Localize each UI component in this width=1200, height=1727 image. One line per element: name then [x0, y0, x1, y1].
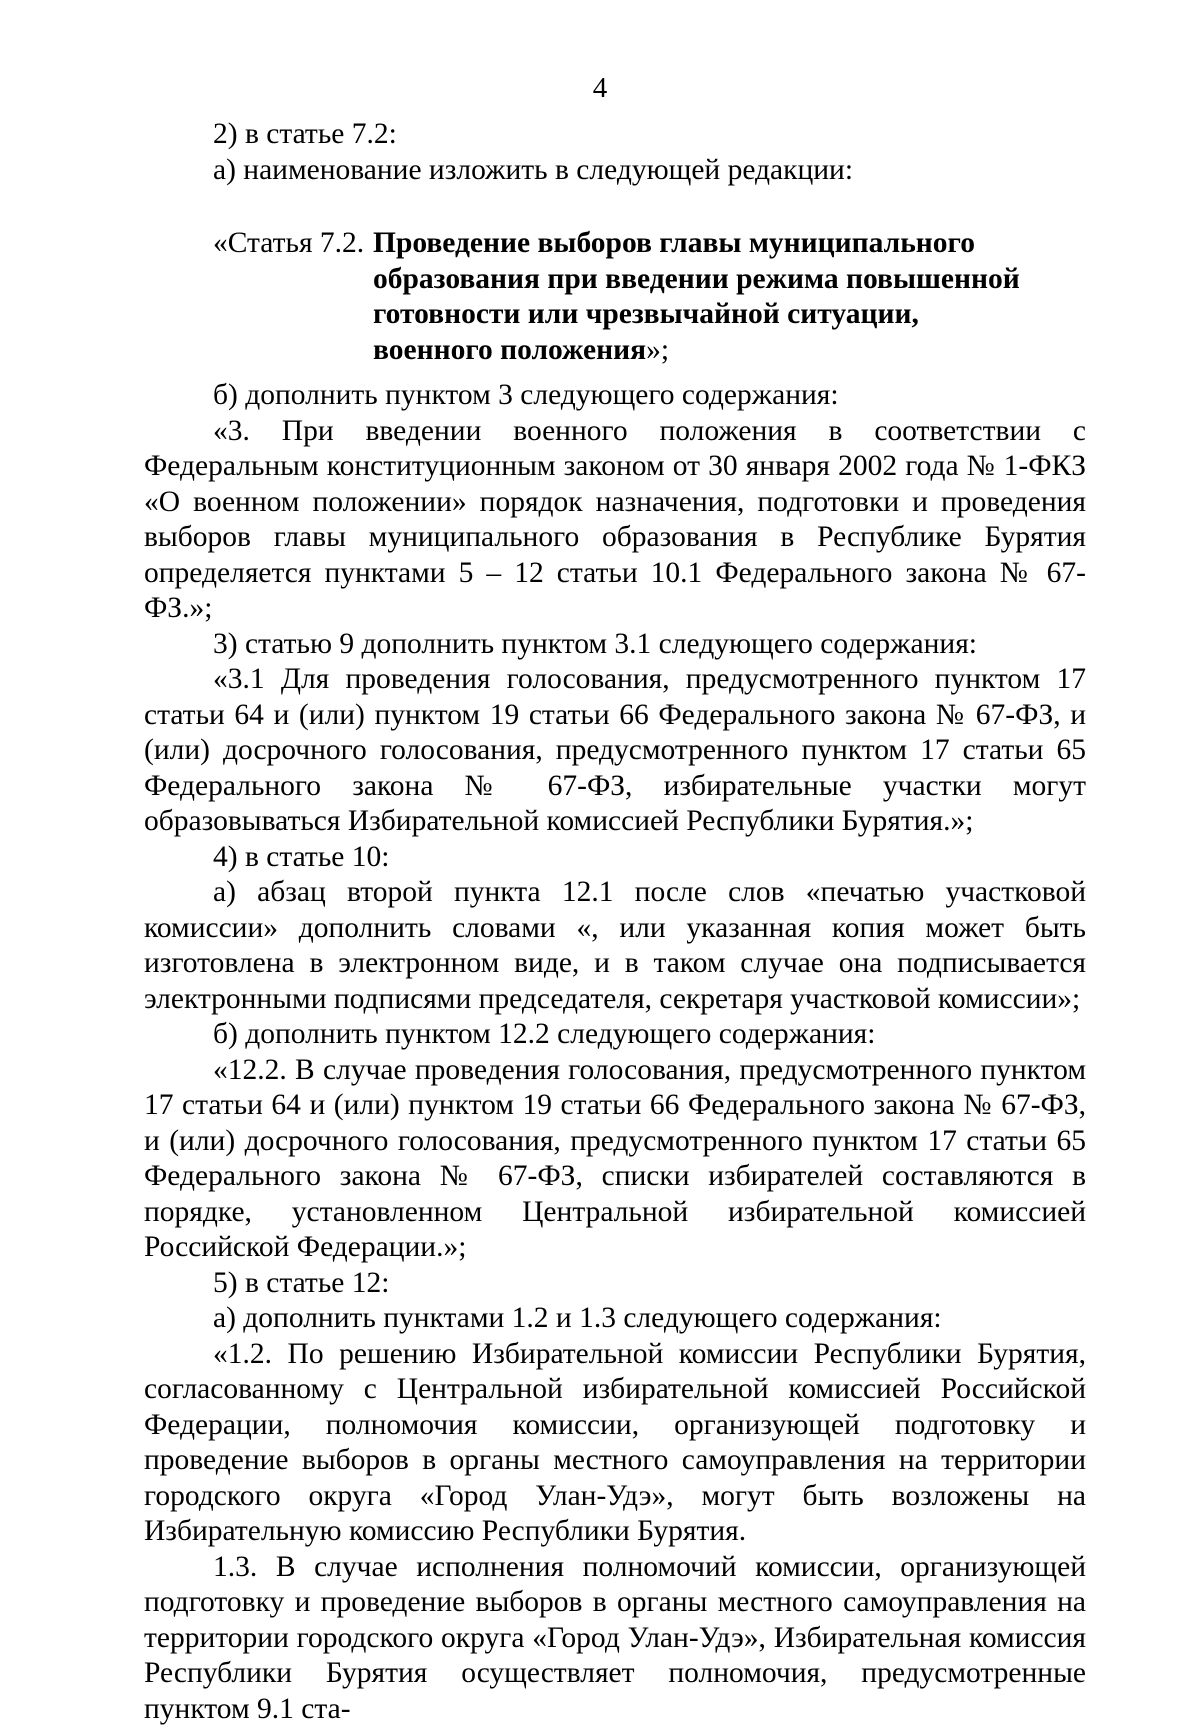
page-number: 4 [0, 72, 1200, 105]
paragraph: «3.1 Для проведения голосования, предусмотренного пунктом 17 статьи 64 и (или) пунктом 19 статьи 66 Федерального закона № 67-ФЗ, и (или) досрочного голосования, предусмотренного пунктом 17 статьи 65 Федерального закона № 67-ФЗ, избирательные участки могут образовываться Избирательной комиссией Республики Бурятия.»; [144, 662, 1086, 840]
body-text [144, 378, 1086, 1727]
paragraph: 1.3. В случае исполнения полномочий комиссии, организующей подготовку и проведение выборов в органы местного самоуправления на территории городского округа «Город Улан-Удэ», Избирательная комиссия Республики Бурятия осуществляет полномочия, предусмотренные пунктом 9.1 ста- [144, 1550, 1086, 1727]
paragraph: б) дополнить пунктом 3 следующего содержания: [144, 378, 1086, 414]
article-title-last: военного положения [373, 334, 646, 366]
paragraph: а) абзац второй пункта 12.1 после слов «печатью участковой комиссии» дополнить словами «, или указанная копия может быть изготовлена в электронном виде, и в таком случае она подписывается электронными подписями председателя, секретаря участковой комиссии»; [144, 875, 1086, 1017]
intro-line-1: 2) в статье 7.2: [144, 117, 1086, 153]
paragraph: а) дополнить пунктами 1.2 и 1.3 следующего содержания: [144, 1301, 1086, 1337]
paragraph: б) дополнить пунктом 12.2 следующего содержания: [144, 1017, 1086, 1053]
intro-line-2: а) наименование изложить в следующей редакции: [144, 153, 1086, 189]
article-title-line-1: Проведение выборов главы муниципального [373, 226, 1093, 262]
paragraph: 5) в статье 12: [144, 1266, 1086, 1302]
paragraph: «1.2. По решению Избирательной комиссии Республики Бурятия, согласованному с Центральной избирательной комиссией Российской Федерации, полномочия комиссии, организующей подготовку и проведение выборов в органы местного самоуправления на территории городского округа «Город Улан-Удэ», могут быть возложены на Избирательную комиссию Республики Бурятия. [144, 1337, 1086, 1550]
article-title-line-2: образования при введении режима повышенной [373, 262, 1093, 298]
article-label: «Статья 7.2. [213, 226, 373, 368]
article-heading [213, 226, 1113, 368]
paragraph: «3. При введении военного положения в соответствии с Федеральным конституционным законом от 30 января 2002 года № 1-ФКЗ «О военном положении» порядок назначения, подготовки и проведения выборов главы муниципального образования в Республике Бурятия определяется пунктами 5 – 12 статьи 10.1 Федерального закона № 67-ФЗ.»; [144, 414, 1086, 627]
paragraph: «12.2. В случае проведения голосования, предусмотренного пунктом 17 статьи 64 и (или) пунктом 19 статьи 66 Федерального закона № 67-ФЗ, и (или) досрочного голосования, предусмотренного пунктом 17 статьи 65 Федерального закона № 67-ФЗ, списки избирателей составляются в порядке, установленном Центральной избирательной комиссией Российской Федерации.»; [144, 1053, 1086, 1266]
paragraph: 3) статью 9 дополнить пунктом 3.1 следующего содержания: [144, 627, 1086, 663]
article-title [373, 226, 1093, 368]
article-title-end: »; [646, 334, 669, 366]
intro-block [144, 117, 1086, 188]
paragraph: 4) в статье 10: [144, 840, 1086, 876]
article-title-line-3: готовности или чрезвычайной ситуации, [373, 297, 1093, 333]
article-title-line-4 [373, 333, 1093, 369]
